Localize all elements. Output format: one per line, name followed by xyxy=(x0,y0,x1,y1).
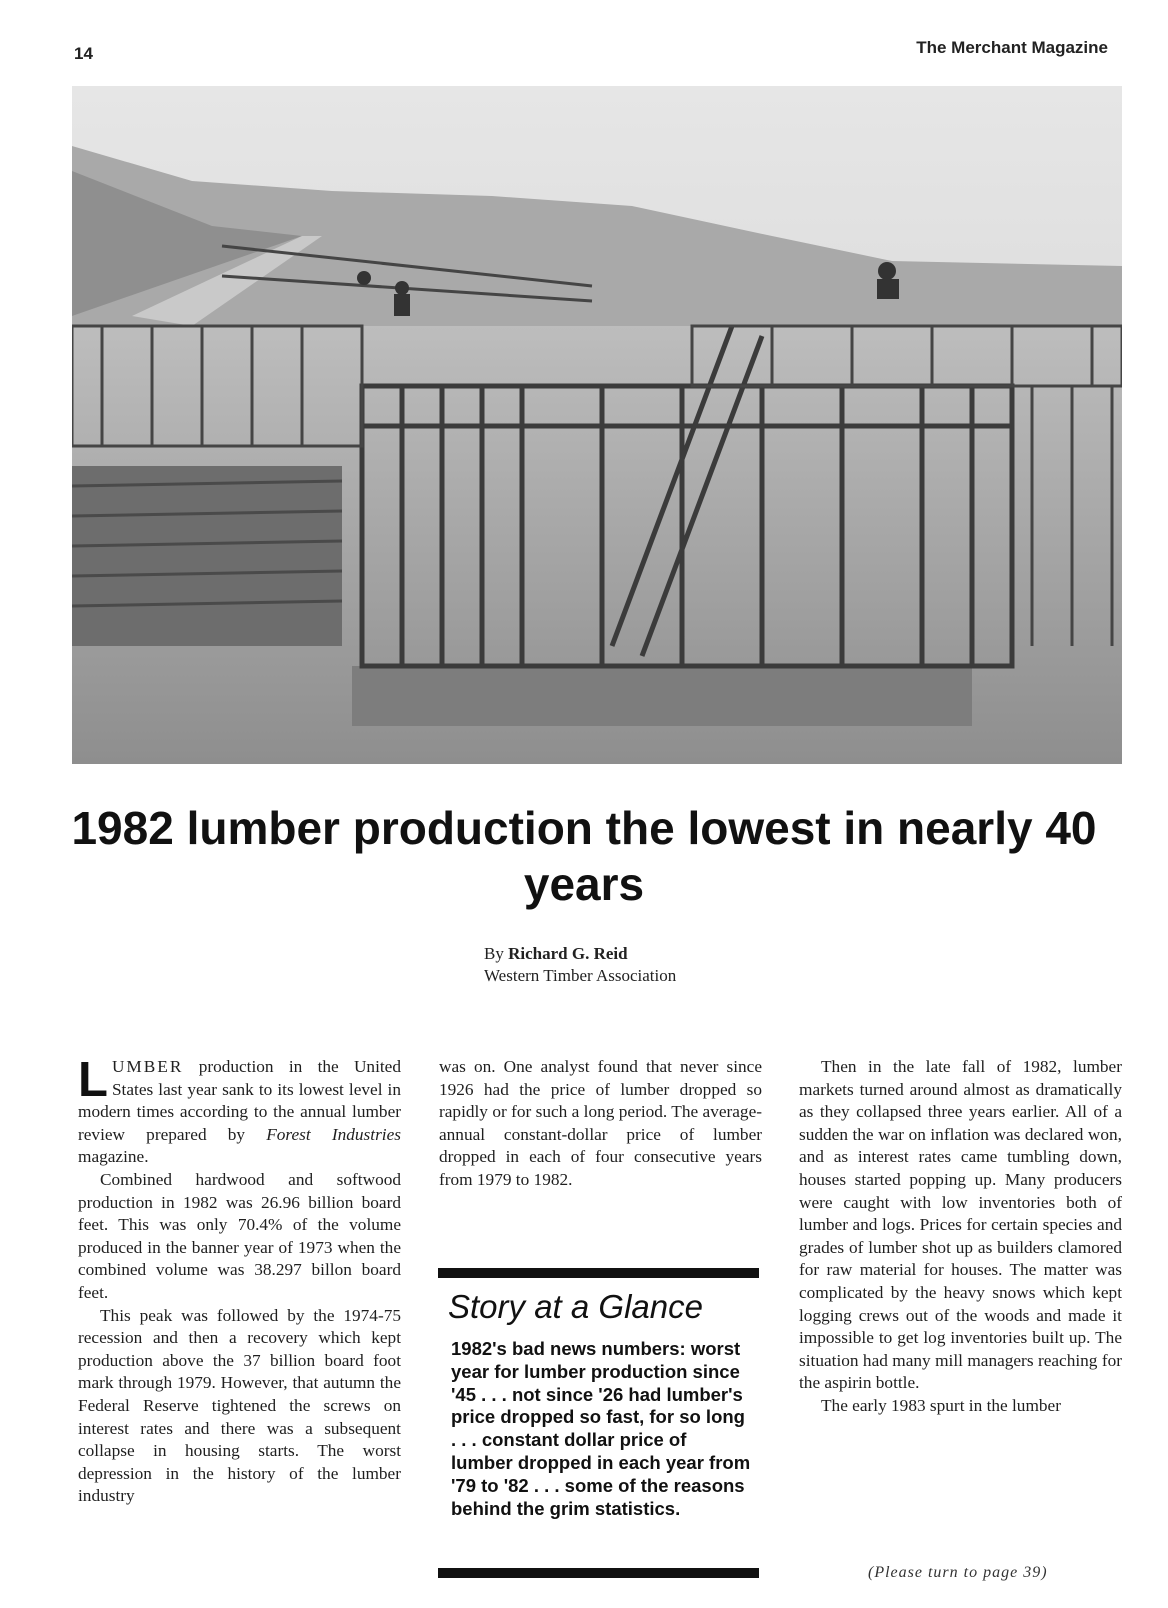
lead-in-word: UMBER xyxy=(111,1057,184,1076)
sidebar-bottom-rule xyxy=(438,1568,759,1578)
continuation-note: (Please turn to page 39) xyxy=(868,1564,1048,1581)
paragraph-4: was on. One analyst found that never since 1926 had the price of lumber dropped so rapidly or for such a long period. The average-annual constant-dollar price of lumber dropped in each of four consecutive years from 1979 to 1982. xyxy=(439,1057,762,1189)
sidebar-title: Story at a Glance xyxy=(448,1288,703,1325)
paragraph-6: The early 1983 spurt in the lumber xyxy=(821,1395,1061,1415)
byline-prefix: By xyxy=(484,944,504,963)
paragraph-2: Combined hardwood and softwood production in 1982 was 26.96 billion board feet. This was only 70.4% of the volume produced in the banner year of 1973 when the combined volume was 38.297 billon board feet. xyxy=(78,1169,401,1302)
construction-framing-photo xyxy=(72,86,1122,764)
paragraph-1 xyxy=(78,1053,401,1169)
article-column-2 xyxy=(439,1056,762,1192)
paragraph-1-end: magazine. xyxy=(78,1147,149,1167)
photo-illustration xyxy=(72,86,1122,764)
byline xyxy=(484,943,676,987)
drop-cap: L xyxy=(78,1053,108,1107)
article-column-1 xyxy=(78,1053,401,1508)
paragraph-1-text: production in the United States last year sank to its lowest level in modern times according to the annual lumber review prepared by xyxy=(78,1057,401,1144)
article-column-3 xyxy=(799,1056,1122,1418)
sidebar-body: 1982's bad news numbers: worst year for lumber production since '45 . . . not since '26 had lumber's price dropped so fast, for so long . . . constant dollar price of lumber dropped in each year from '79 to '82 . . . some of the reasons behind the grim statistics. xyxy=(451,1338,751,1519)
author-affiliation: Western Timber Association xyxy=(484,966,677,985)
author-name: Richard G. Reid xyxy=(508,944,628,963)
sidebar-top-rule xyxy=(438,1268,759,1278)
paragraph-5: Then in the late fall of 1982, lumber markets turned around almost as dramatically as they collapsed three years earlier. All of a sudden the war on inflation was declared won, and as interest rates came tumbling down, houses started popping up. Many producers were caught with low inventories both of lumber and logs. Prices for certain species and grades of lumber shot up as builders clamored for raw material for houses. The matter was complicated by the heavy snows which kept logging crews out of the woods and made it impossible to get log inventories built up. The situation had many mill managers reaching for the aspirin bottle. xyxy=(799,1057,1122,1393)
page-number: 14 xyxy=(74,44,93,63)
article-headline: 1982 lumber production the lowest in nearly 40 years xyxy=(71,802,1097,910)
publication-title: The Merchant Magazine xyxy=(916,38,1108,57)
magazine-title: Forest Industries xyxy=(266,1124,401,1144)
paragraph-3: This peak was followed by the 1974-75 recession and then a recovery which kept production above the 37 billion board foot mark through 1979. However, that autumn the Federal Reserve tightened the screws on interest rates and there was a subsequent collapse in housing starts. The worst depression in the history of the lumber industry xyxy=(78,1305,401,1506)
